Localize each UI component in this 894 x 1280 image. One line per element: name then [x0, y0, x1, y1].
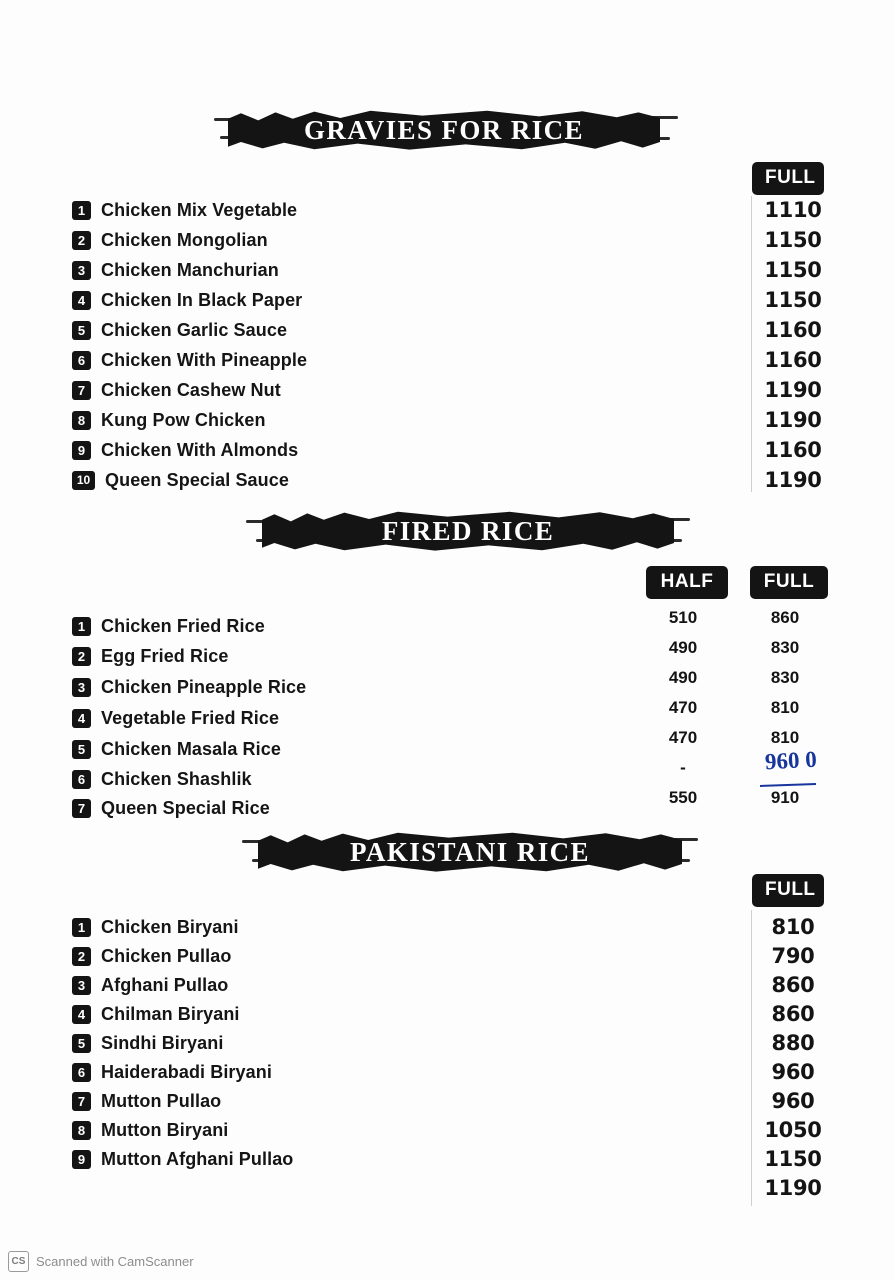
price-value: 960	[771, 1089, 815, 1113]
banner-streak	[214, 118, 248, 121]
item-name: Chicken Cashew Nut	[101, 379, 281, 400]
price-value: 860	[771, 1002, 815, 1026]
item-number: 8	[72, 411, 91, 430]
item-number: 4	[72, 1005, 91, 1024]
price-value: 790	[771, 944, 815, 968]
item-number: 5	[72, 321, 91, 340]
item-number: 9	[72, 1150, 91, 1169]
section-title: PAKISTANI RICE	[350, 836, 590, 867]
banner-streak	[642, 137, 670, 140]
price-column-full-pakistani-rice	[755, 915, 831, 1205]
item-name: Chicken Pineapple Rice	[101, 677, 307, 697]
item-name: Chicken In Black Paper	[101, 289, 303, 310]
section-title: GRAVIES FOR RICE	[304, 114, 584, 145]
item-name: Chicken Biryani	[101, 917, 239, 937]
price-value: 1150	[764, 258, 822, 282]
price-column-full-gravies	[755, 198, 831, 498]
item-number: 7	[72, 381, 91, 400]
item-name: Haiderabadi Biryani	[101, 1062, 272, 1082]
item-list-fired-rice	[72, 611, 306, 823]
list-item[interactable]	[72, 465, 307, 495]
list-item[interactable]	[72, 345, 307, 375]
item-name: Queen Special Rice	[101, 797, 270, 818]
list-item[interactable]	[72, 285, 307, 315]
item-name: Chicken With Pineapple	[101, 349, 308, 370]
item-number: 5	[72, 740, 91, 759]
item-number: 6	[72, 1063, 91, 1082]
list-item[interactable]	[72, 703, 306, 734]
price-column-half-fired-rice	[650, 608, 716, 818]
column-header-full-gravies: FULL	[752, 162, 824, 195]
price-value: 490	[668, 638, 698, 657]
list-item[interactable]	[72, 1029, 293, 1058]
camscanner-label: Scanned with CamScanner	[36, 1254, 194, 1269]
item-name: Chicken Garlic Sauce	[101, 319, 288, 340]
list-item[interactable]	[72, 225, 307, 255]
list-item[interactable]	[72, 315, 307, 345]
item-name: Mutton Afghani Pullao	[101, 1149, 294, 1169]
price-value: 1110	[764, 198, 822, 222]
price-column-guide	[751, 196, 752, 492]
price-value: 960	[771, 1060, 815, 1084]
list-item[interactable]	[72, 641, 306, 672]
column-header-full-fired-rice: FULL	[750, 566, 828, 599]
column-header-full-pakistani-rice: FULL	[752, 874, 824, 907]
section-banner-pakistani-rice	[258, 826, 682, 878]
item-name: Chicken Mongolian	[101, 229, 268, 250]
item-name: Chicken Shashlik	[101, 768, 252, 789]
item-number: 5	[72, 1034, 91, 1053]
list-item[interactable]	[72, 672, 306, 703]
item-number: 6	[72, 351, 91, 370]
price-value: 860	[771, 973, 815, 997]
item-number: 3	[72, 261, 91, 280]
list-item[interactable]	[72, 1000, 293, 1029]
price-value: 1150	[764, 228, 822, 252]
item-number: 6	[72, 770, 91, 789]
price-value: 510	[668, 608, 698, 627]
camscanner-watermark	[8, 1251, 194, 1272]
item-number: 4	[72, 291, 91, 310]
item-number: 7	[72, 1092, 91, 1111]
banner-streak	[662, 838, 698, 841]
section-banner-fired-rice	[262, 505, 674, 557]
item-name: Afghani Pullao	[101, 975, 229, 995]
item-name: Chicken Mix Vegetable	[101, 199, 298, 220]
list-item[interactable]	[72, 942, 293, 971]
item-number: 9	[72, 441, 91, 460]
banner-streak	[220, 136, 246, 139]
price-value: 1160	[764, 348, 822, 372]
price-value: 830	[770, 638, 800, 657]
banner-streak	[654, 518, 690, 521]
list-item[interactable]	[72, 611, 306, 641]
item-name: Chicken Pullao	[101, 946, 232, 966]
item-name: Chicken Manchurian	[101, 259, 279, 280]
item-name: Egg Fried Rice	[101, 646, 229, 666]
banner-streak	[246, 520, 282, 523]
item-list-gravies	[72, 195, 307, 495]
price-value: 470	[668, 698, 698, 717]
list-item[interactable]	[72, 405, 307, 435]
item-number: 2	[72, 947, 91, 966]
item-number: 3	[72, 678, 91, 697]
list-item[interactable]	[72, 765, 306, 793]
item-number: 10	[72, 471, 95, 490]
price-value: 1150	[764, 288, 822, 312]
list-item[interactable]	[72, 1058, 293, 1087]
banner-streak	[664, 859, 690, 862]
list-item[interactable]	[72, 435, 307, 465]
item-number: 7	[72, 799, 91, 818]
item-number: 3	[72, 976, 91, 995]
list-item[interactable]	[72, 255, 307, 285]
item-number: 8	[72, 1121, 91, 1140]
list-item[interactable]	[72, 375, 307, 405]
item-name: Chicken Masala Rice	[101, 739, 281, 759]
handwritten-price-annotation: 960 0	[764, 746, 818, 775]
item-name: Sindhi Biryani	[101, 1033, 224, 1053]
price-value: 1160	[764, 438, 822, 462]
banner-streak	[242, 840, 278, 843]
price-value: 1150	[764, 1147, 822, 1171]
item-name: Kung Pow Chicken	[101, 409, 266, 430]
item-number: 2	[72, 647, 91, 666]
list-item[interactable]	[72, 1087, 293, 1116]
item-name: Mutton Pullao	[101, 1091, 222, 1111]
list-item[interactable]	[72, 1145, 293, 1174]
item-number: 4	[72, 709, 91, 728]
list-item[interactable]	[72, 1116, 293, 1145]
list-item[interactable]	[72, 793, 306, 823]
price-value: 810	[770, 698, 800, 717]
camscanner-badge-icon: CS	[8, 1251, 29, 1272]
item-name: Chilman Biryani	[101, 1004, 240, 1024]
item-number: 1	[72, 617, 91, 636]
item-list-pakistani-rice	[72, 913, 293, 1174]
banner-streak	[252, 859, 276, 862]
banner-streak	[656, 539, 682, 542]
price-column-guide	[751, 910, 752, 1206]
price-value: 810	[771, 915, 815, 939]
price-value: 880	[771, 1031, 815, 1055]
price-value: -	[680, 758, 686, 777]
item-name: Queen Special Sauce	[105, 469, 289, 490]
section-title: FIRED RICE	[381, 515, 555, 546]
price-value: 1190	[764, 1176, 822, 1200]
list-item[interactable]	[72, 195, 307, 225]
price-value: 1190	[764, 468, 822, 492]
price-value: 810	[770, 728, 800, 747]
item-number: 1	[72, 918, 91, 937]
item-number: 1	[72, 201, 91, 220]
price-value: 910	[770, 788, 800, 807]
price-value: 550	[668, 788, 698, 807]
item-name: Mutton Biryani	[101, 1120, 229, 1140]
price-value: 490	[668, 668, 698, 687]
price-value: 860	[770, 608, 800, 627]
banner-streak	[640, 116, 678, 119]
item-name: Chicken Fried Rice	[101, 615, 265, 636]
price-value: 1190	[764, 378, 822, 402]
list-item[interactable]	[72, 971, 293, 1000]
list-item[interactable]	[72, 734, 306, 765]
price-value: 1160	[764, 318, 822, 342]
banner-streak	[256, 539, 280, 542]
price-value: 830	[770, 668, 800, 687]
price-value: 1190	[764, 408, 822, 432]
section-banner-gravies	[228, 104, 660, 156]
list-item[interactable]	[72, 913, 293, 942]
item-name: Chicken With Almonds	[101, 439, 299, 460]
price-value: 470	[668, 728, 698, 747]
item-name: Vegetable Fried Rice	[101, 708, 280, 728]
column-header-half-fired-rice: HALF	[646, 566, 728, 599]
price-value: 1050	[764, 1118, 822, 1142]
item-number: 2	[72, 231, 91, 250]
